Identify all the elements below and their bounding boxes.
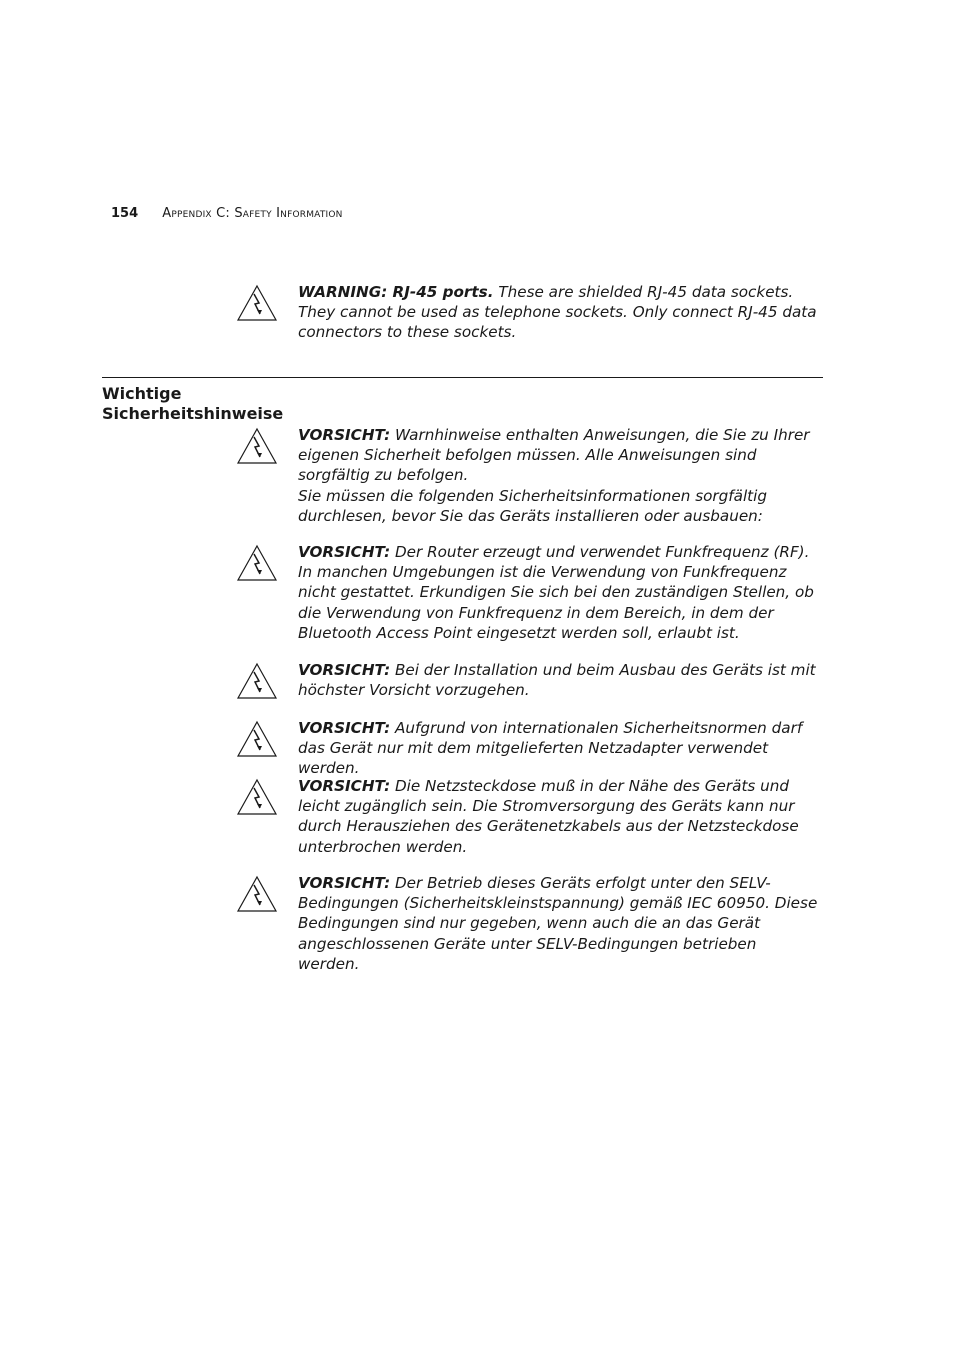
running-head-title: Appendix C: Safety Information — [162, 206, 343, 221]
warning-text — [298, 282, 818, 343]
caution-lead: VORSICHT: — [298, 874, 391, 892]
caution-body: Warnhinweise enthalten Anweisungen, die Sie zu Ihrer eigenen Sicherheit befolgen müssen. Alle Anweisungen sind sorgfältig zu befolgen. — [298, 426, 810, 485]
caution-extra: Sie müssen die folgenden Sicherheitsinformationen sorgfältig durchlesen, bevor Sie das Geräts installieren oder ausbauen: — [298, 486, 767, 525]
caution-text — [298, 660, 818, 700]
section-heading — [102, 384, 283, 424]
caution-text — [298, 542, 818, 643]
caution-body: Die Netzsteckdose muß in der Nähe des Geräts und leicht zugänglich sein. Die Stromversorgung des Geräts kann nur durch Herausziehen des Gerätenetzkabels aus der Netzsteckdose unterbrochen werden. — [298, 777, 799, 856]
running-head — [111, 205, 343, 223]
electrical-hazard-warning-icon — [236, 284, 278, 322]
caution-block — [236, 425, 816, 529]
caution-block — [236, 718, 816, 778]
electrical-hazard-warning-icon — [236, 427, 278, 465]
caution-block — [236, 776, 816, 860]
caution-block — [236, 660, 816, 704]
electrical-hazard-warning-icon — [236, 544, 278, 582]
section-heading-line2: Sicherheitshinweise — [102, 404, 284, 423]
section-rule — [102, 377, 823, 378]
caution-text — [298, 425, 818, 526]
caution-block — [236, 873, 818, 973]
caution-body: Aufgrund von internationalen Sicherheitsnormen darf das Gerät nur mit dem mitgelieferten Netzadapter verwendet werden. — [298, 719, 803, 778]
caution-body: Der Betrieb dieses Geräts erfolgt unter den SELV-Bedingungen (Sicherheitskleinstspannung) gemäß IEC 60950. Diese Bedingungen sind nur gegeben, wenn auch die an das Gerät angeschlossenen Geräte unter SELV-Bedingungen betrieben werden. — [298, 874, 818, 973]
electrical-hazard-warning-icon — [236, 778, 278, 816]
caution-block — [236, 542, 816, 646]
caution-text — [298, 776, 818, 857]
warning-lead: WARNING: RJ-45 ports. — [298, 283, 494, 301]
caution-lead: VORSICHT: — [298, 719, 391, 737]
warning-block — [236, 282, 816, 346]
caution-body: Der Router erzeugt und verwendet Funkfrequenz (RF). In manchen Umgebungen ist die Verwendung von Funkfrequenz nicht gestattet. Erkundigen Sie sich bei den zuständigen Stellen, ob die Verwendung von Funkfrequenz in dem Bereich, in dem der Bluetooth Access Point eingesetzt werden soll, erlaubt ist. — [298, 543, 814, 642]
page-number: 154 — [111, 206, 139, 221]
caution-text — [298, 873, 818, 974]
electrical-hazard-warning-icon — [236, 662, 278, 700]
caution-text — [298, 718, 818, 779]
electrical-hazard-warning-icon — [236, 720, 278, 758]
warning-body: These are shielded RJ-45 data sockets. They cannot be used as telephone sockets. Only connect RJ-45 data connectors to these sockets. — [298, 283, 817, 342]
caution-lead: VORSICHT: — [298, 777, 391, 795]
caution-lead: VORSICHT: — [298, 661, 391, 679]
electrical-hazard-warning-icon — [236, 875, 278, 913]
section-heading-line1: Wichtige — [102, 384, 182, 403]
caution-body: Bei der Installation und beim Ausbau des Geräts ist mit höchster Vorsicht vorzugehen. — [298, 661, 816, 700]
caution-lead: VORSICHT: — [298, 543, 391, 561]
caution-lead: VORSICHT: — [298, 426, 391, 444]
